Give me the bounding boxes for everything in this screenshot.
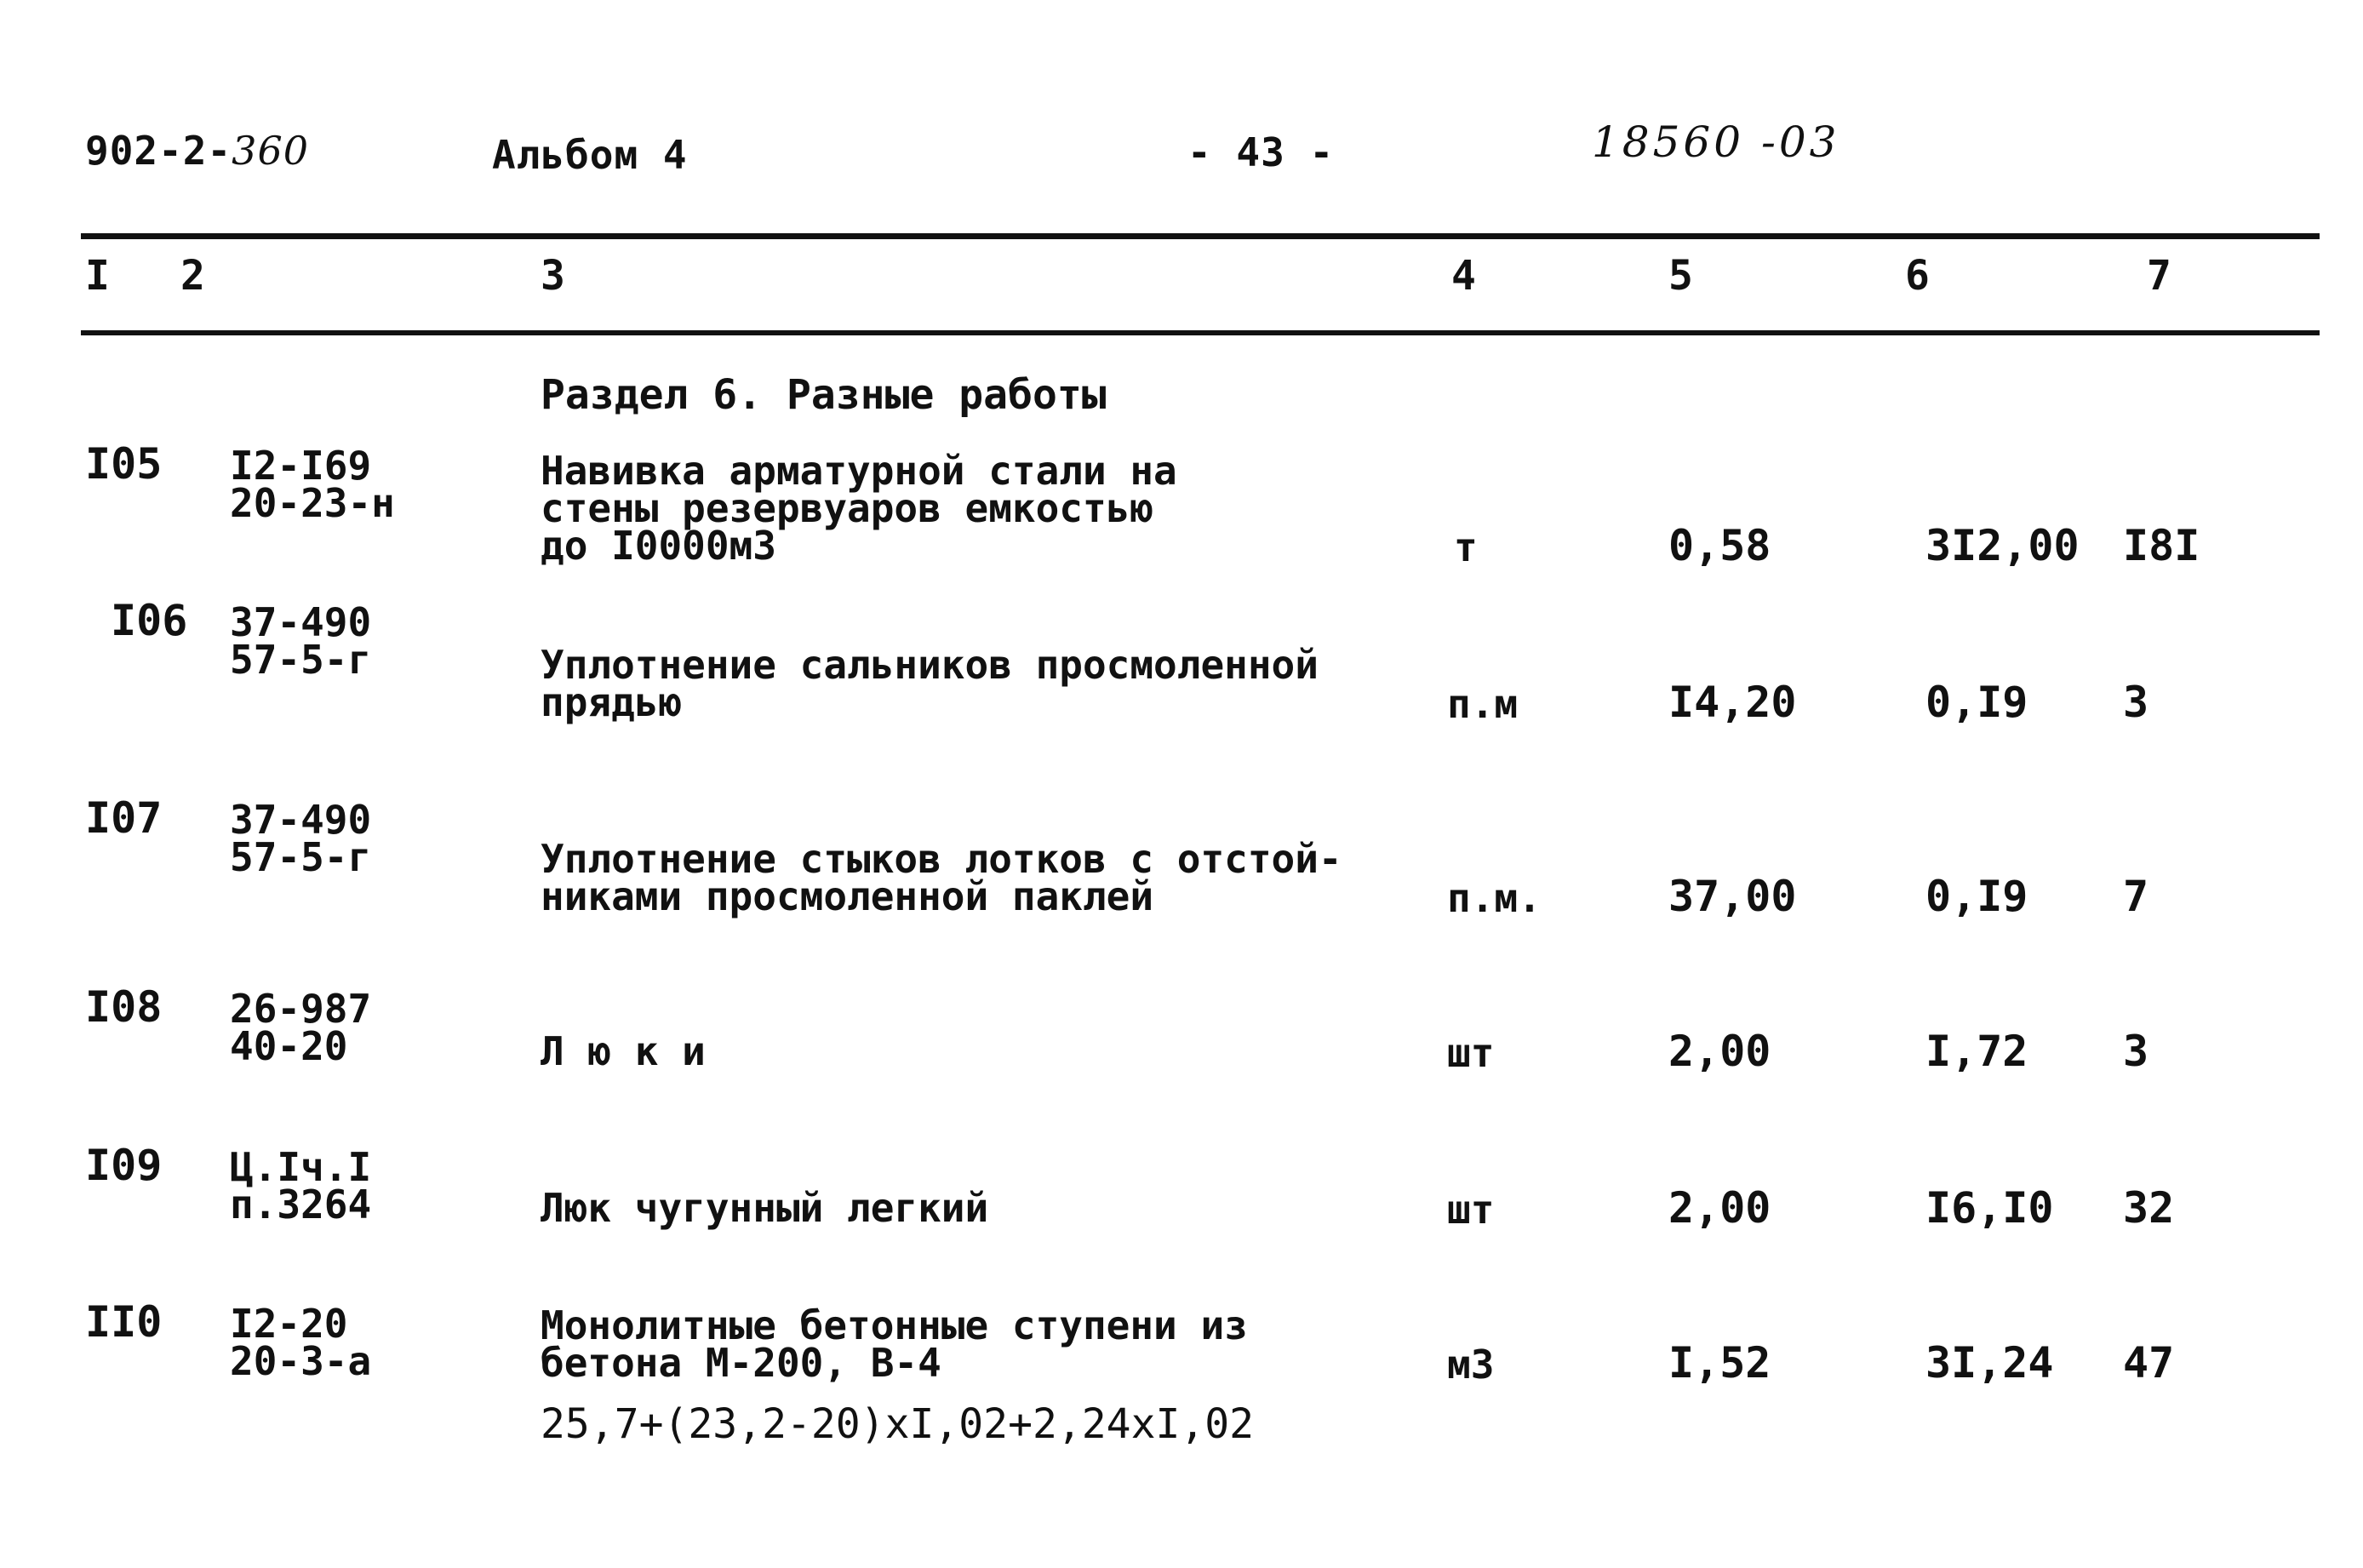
table-header-bottom-rule [81,330,2320,335]
norm-code-line1: 37-490 [230,797,372,843]
unit-price: I6,I0 [1925,1183,2054,1233]
unit: шт [1447,1187,1495,1233]
unit: м3 [1447,1342,1495,1388]
norm-code-line2: п.3264 [230,1182,372,1228]
quantity: 2,00 [1668,1183,1771,1233]
column-number-5: 5 [1668,252,1693,300]
quantity: 37,00 [1668,872,1797,921]
description-line: Навивка арматурной стали на [541,448,1177,494]
unit-price: 0,I9 [1925,678,2028,727]
norm-code-line2: 20-23-н [230,480,395,526]
description-line: до I0000м3 [541,523,776,569]
quantity: I,52 [1668,1338,1771,1388]
total: 47 [2123,1338,2175,1388]
norm-code-line2: 57-5-г [230,834,372,880]
description-line: Монолитные бетонные ступени из [541,1302,1248,1348]
document-code [85,128,309,174]
description-line: прядью [541,679,683,725]
row-number: I08 [85,982,163,1032]
total: I8I [2123,521,2200,570]
column-number-1: I [85,252,110,300]
norm-code-line1: 37-490 [230,599,372,645]
norm-code-line1: 26-987 [230,986,372,1032]
norm-code-line1: Ц.Iч.I [230,1144,372,1190]
quantity: 2,00 [1668,1027,1771,1076]
unit-price: 3I,24 [1925,1338,2054,1388]
column-number-6: 6 [1905,252,1930,300]
unit-price: I,72 [1925,1027,2028,1076]
row-number: I07 [85,793,163,843]
description-line: никами просмоленной паклей [541,873,1154,919]
unit: шт [1447,1030,1495,1076]
norm-code-line1: I2-I69 [230,443,372,489]
document-code-handwritten: 360 [232,128,309,174]
description-line: Л ю к и [541,1028,706,1074]
norm-code-line1: I2-20 [230,1301,348,1347]
column-number-7: 7 [2147,252,2171,300]
norm-code-line2: 20-3-а [230,1338,372,1384]
norm-code-line2: 40-20 [230,1023,348,1069]
unit: п.м. [1447,875,1542,921]
calculation-formula: 25,7+(23,2-20)xI,02+2,24xI,02 [541,1400,1255,1448]
description-line: Люк чугунный легкий [541,1185,989,1231]
row-number: I06 [111,596,188,645]
description-line: бетона М-200, В-4 [541,1340,941,1386]
total: 32 [2123,1183,2175,1233]
column-number-4: 4 [1451,252,1476,300]
unit-price: 3I2,00 [1925,521,2080,570]
reference-number: 18560 -03 [1592,117,1840,167]
unit: п.м [1447,681,1519,727]
quantity: I4,20 [1668,678,1797,727]
document-code-prefix: 902-2- [85,128,232,174]
row-number: II0 [85,1297,163,1347]
total: 3 [2123,1027,2149,1076]
column-number-2: 2 [180,252,205,300]
column-number-3: 3 [541,252,565,300]
quantity: 0,58 [1668,521,1771,570]
description-line: Уплотнение стыков лотков с отстой- [541,836,1342,882]
album-label: Альбом 4 [492,132,688,178]
table-top-rule [81,233,2320,239]
description-line: стены резервуаров емкостью [541,485,1154,531]
page-number: - 43 - [1187,129,1335,175]
total: 3 [2123,678,2149,727]
row-number: I09 [85,1141,163,1190]
row-number: I05 [85,439,163,489]
total: 7 [2123,872,2149,921]
norm-code-line2: 57-5-г [230,637,372,683]
section-title: Раздел 6. Разные работы [541,371,1107,419]
unit-price: 0,I9 [1925,872,2028,921]
unit: т [1454,524,1478,570]
description-line: Уплотнение сальников просмоленной [541,642,1319,688]
